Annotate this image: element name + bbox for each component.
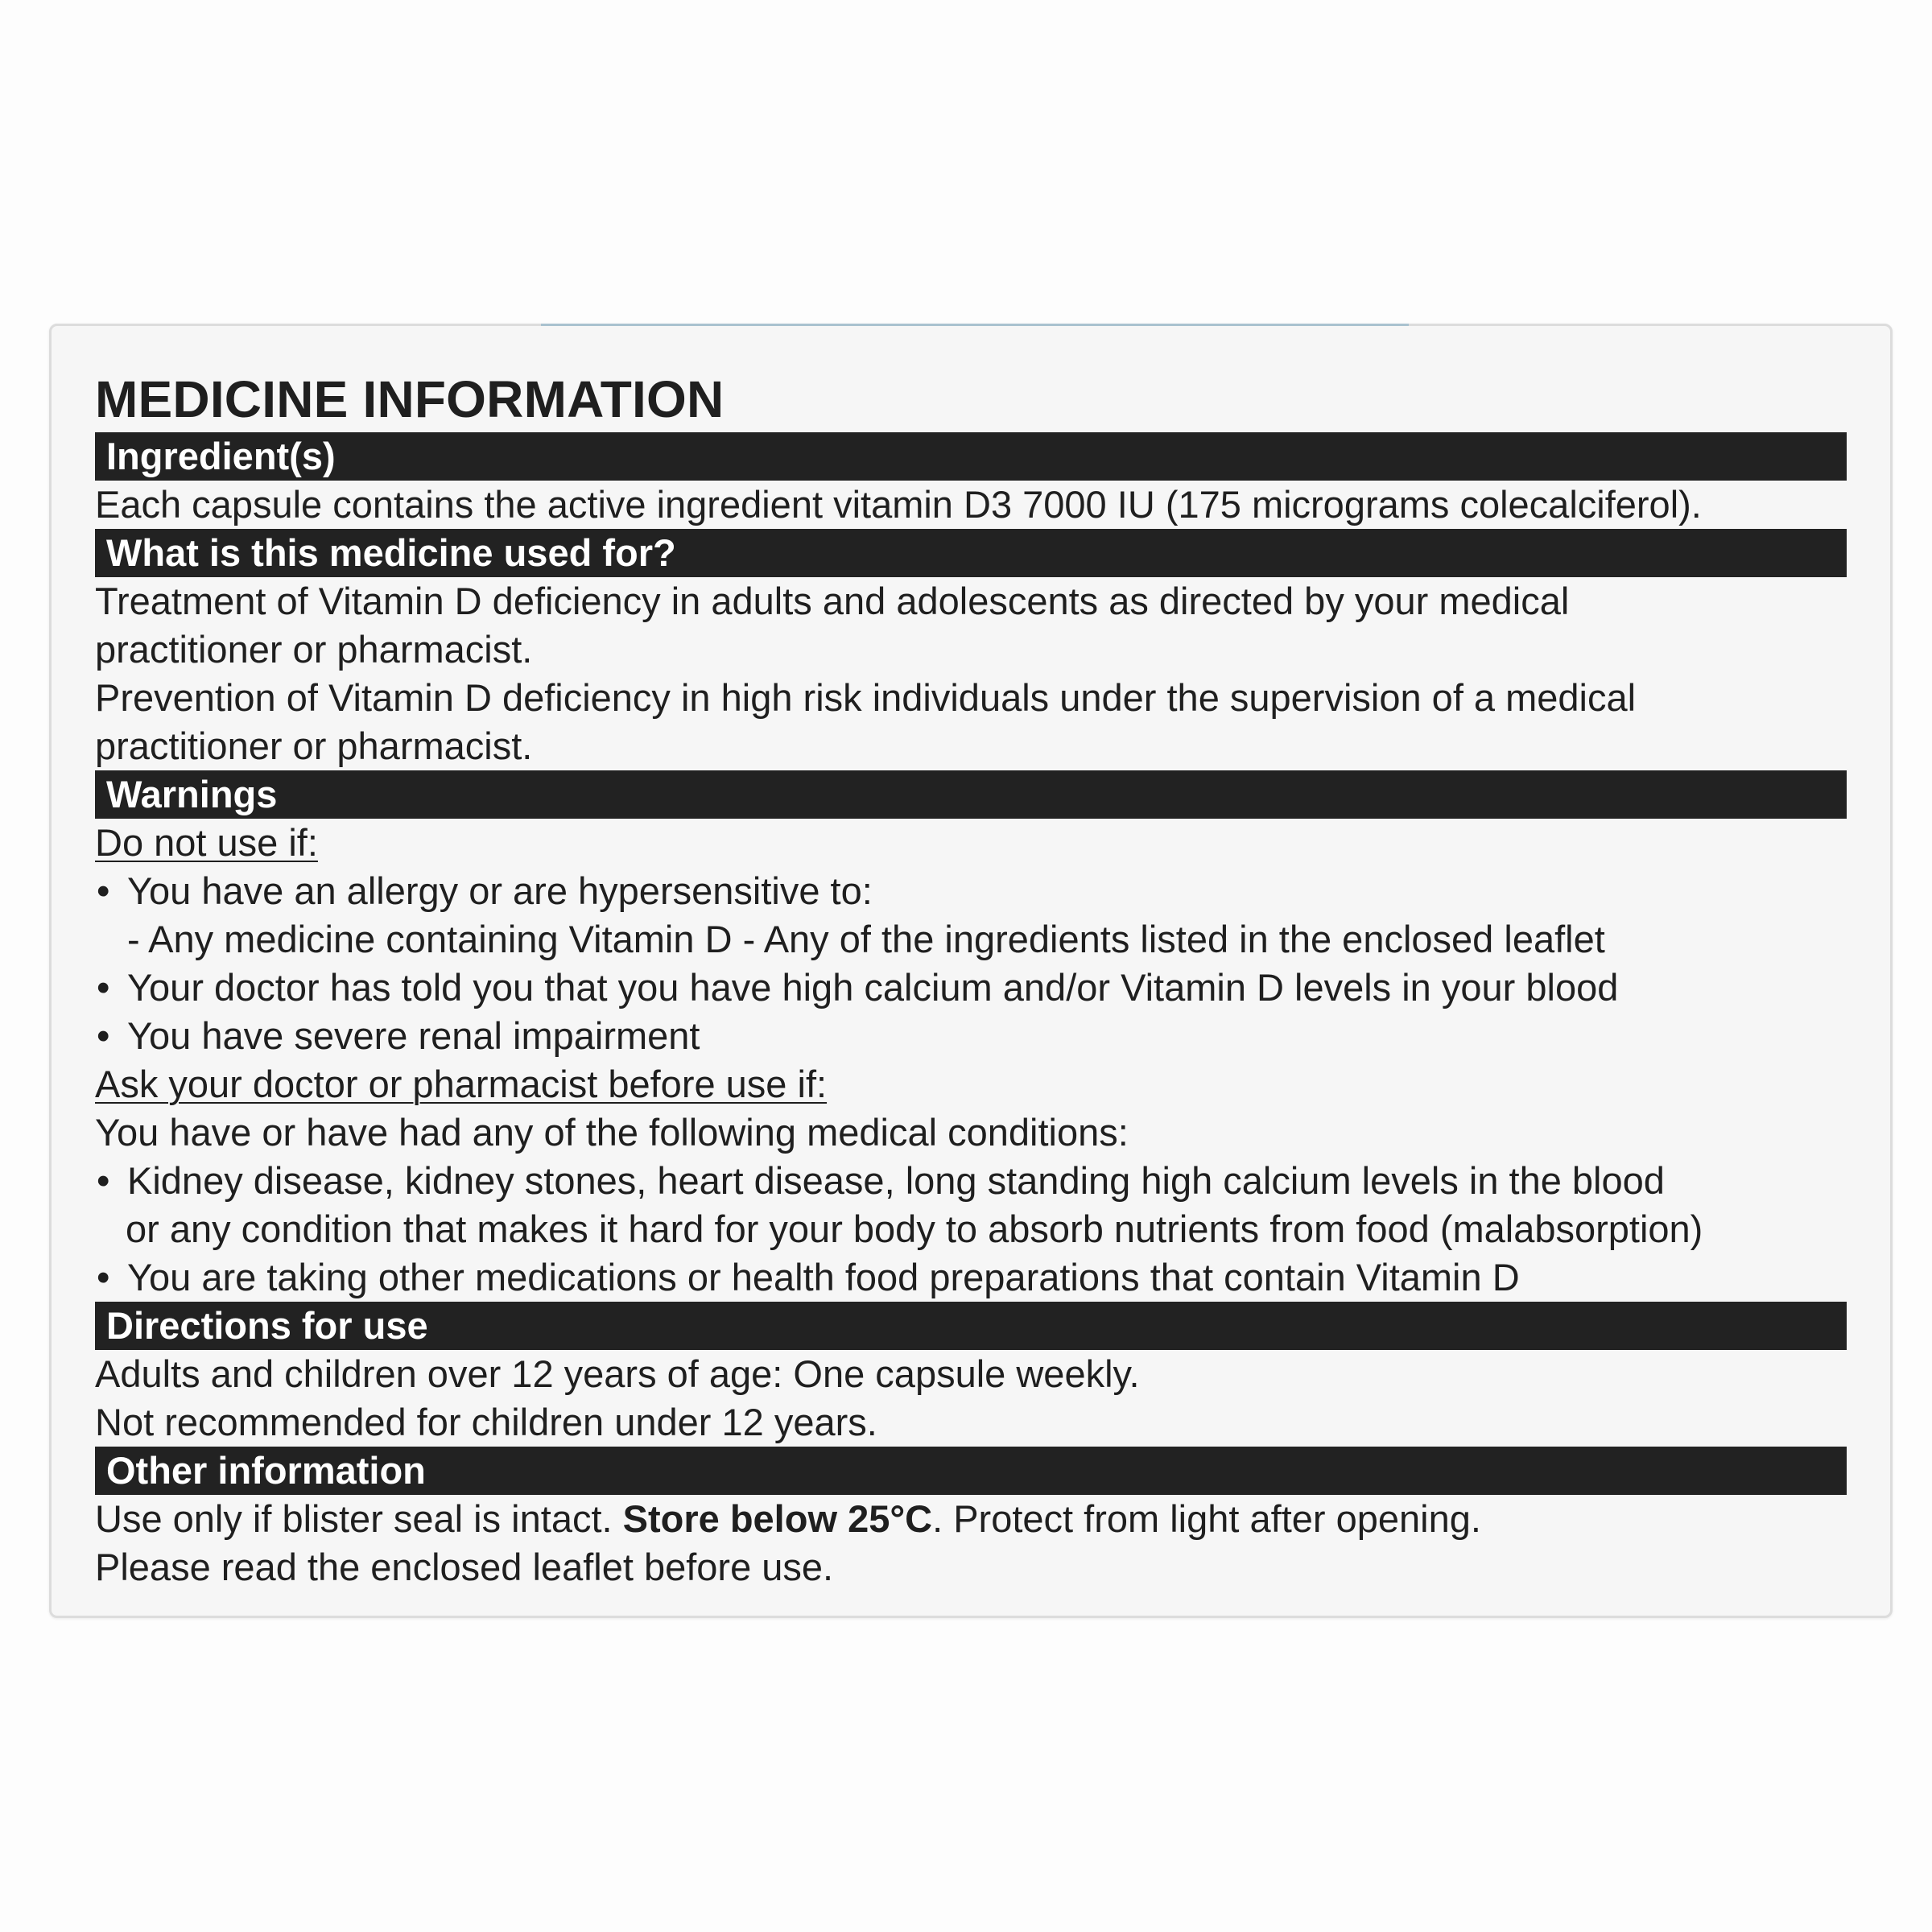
section-heading-directions: Directions for use <box>95 1302 1847 1350</box>
ask-bullet-item <box>95 1157 1847 1205</box>
other-info-line <box>95 1495 1847 1543</box>
ask-intro-text: You have or have had any of the following medical conditions: <box>95 1111 1129 1154</box>
uses-line: Prevention of Vitamin D deficiency in high risk individuals under the supervision of a medical <box>95 676 1637 719</box>
warning-subitem-text: - Any medicine containing Vitamin D - Any of the ingredients listed in the enclosed leaflet <box>127 918 1605 960</box>
page-title: MEDICINE INFORMATION <box>95 370 724 428</box>
bullet-marker: • <box>97 1256 110 1298</box>
warning-item-text: Your doctor has told you that you have high calcium and/or Vitamin D levels in your blood <box>127 966 1619 1009</box>
warning-item-text: You have severe renal impairment <box>127 1014 700 1057</box>
uses-line: practitioner or pharmacist. <box>95 724 533 767</box>
ask-bullet-item <box>95 1253 1847 1302</box>
panel-top-accent <box>541 324 1409 326</box>
section-heading-warnings: Warnings <box>95 770 1847 819</box>
warning-bullet-item <box>95 1012 1847 1060</box>
do-not-use-label: Do not use if: <box>95 821 318 864</box>
ask-doctor-label: Ask your doctor or pharmacist before use if: <box>95 1063 828 1105</box>
ask-item-text: Kidney disease, kidney stones, heart disease, long standing high calcium levels in the blood <box>127 1159 1665 1202</box>
bullet-marker: • <box>97 966 110 1009</box>
uses-line: Treatment of Vitamin D deficiency in adults and adolescents as directed by your medical <box>95 580 1570 622</box>
other-info-line: Please read the enclosed leaflet before use. <box>95 1546 834 1588</box>
bullet-marker: • <box>97 869 110 912</box>
medicine-information-panel <box>49 324 1893 1618</box>
bullet-marker: • <box>97 1014 110 1057</box>
section-heading-uses: What is this medicine used for? <box>95 529 1847 577</box>
ask-item-continuation: or any condition that makes it hard for your body to absorb nutrients from food (malabsorption) <box>126 1208 1703 1250</box>
uses-line: practitioner or pharmacist. <box>95 628 533 671</box>
warning-bullet-item <box>95 964 1847 1012</box>
ingredients-text: Each capsule contains the active ingredient vitamin D3 7000 IU (175 micrograms colecalciferol). <box>95 483 1702 526</box>
ask-item-text: You are taking other medications or health food preparations that contain Vitamin D <box>127 1256 1520 1298</box>
bullet-marker: • <box>97 1159 110 1202</box>
directions-line: Adults and children over 12 years of age: One capsule weekly. <box>95 1352 1140 1395</box>
warning-bullet-item <box>95 867 1847 915</box>
other-info-text: . Protect from light after opening. <box>932 1497 1481 1540</box>
directions-line: Not recommended for children under 12 years. <box>95 1401 877 1443</box>
section-heading-ingredients: Ingredient(s) <box>95 432 1847 481</box>
warning-item-text: You have an allergy or are hypersensitive to: <box>127 869 873 912</box>
other-info-text: Use only if blister seal is intact. <box>95 1497 623 1540</box>
storage-instruction: Store below 25°C <box>622 1497 933 1540</box>
section-heading-other: Other information <box>95 1447 1847 1495</box>
